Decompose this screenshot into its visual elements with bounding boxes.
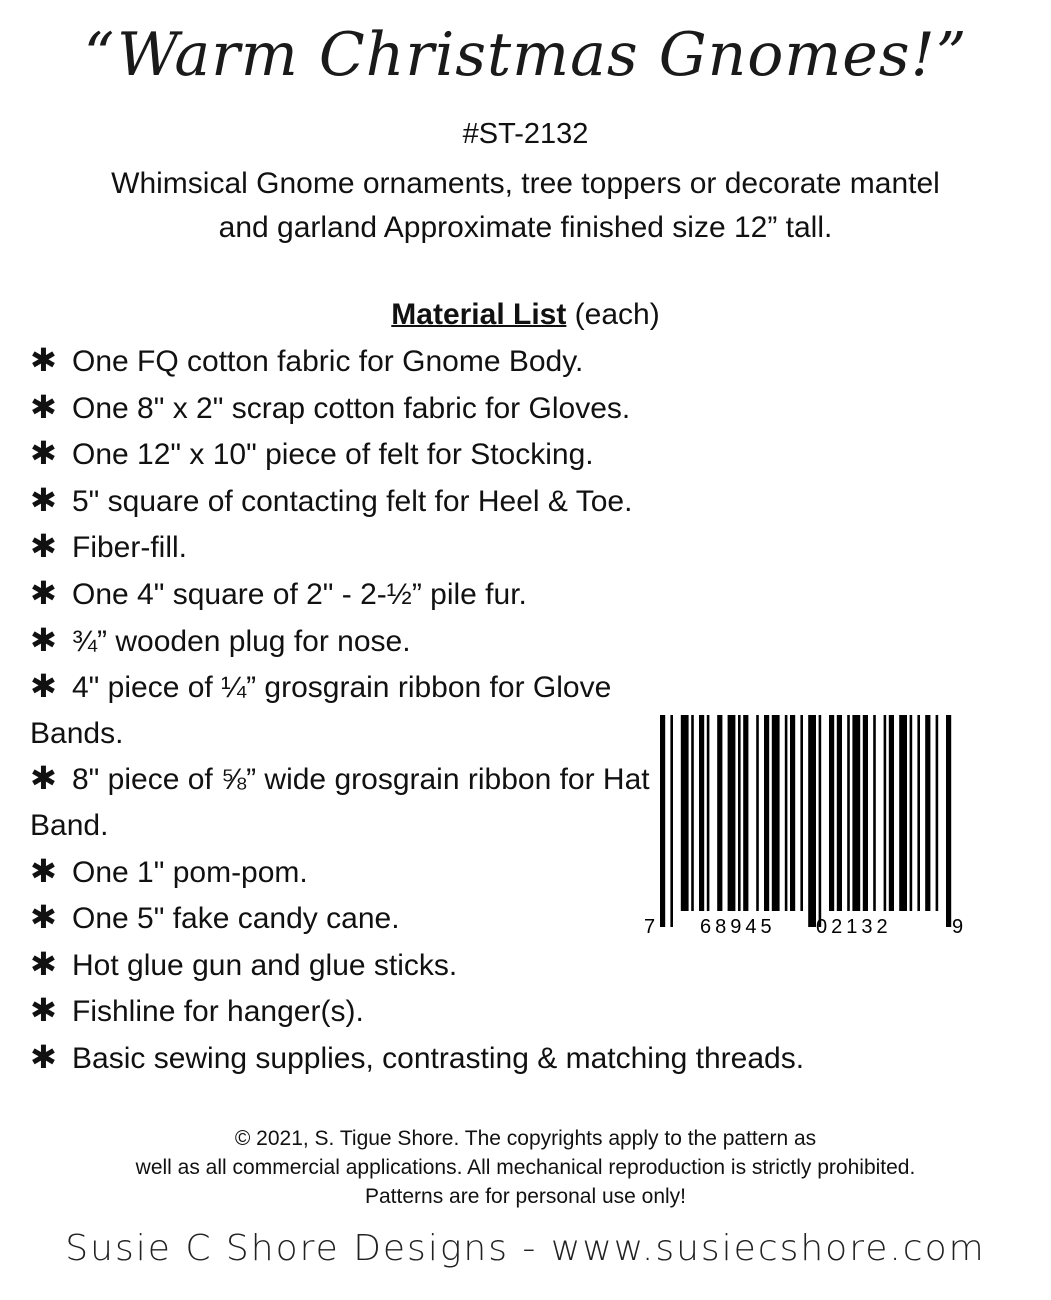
pattern-sku: #ST-2132 [462,118,589,150]
copyright-line-2: well as all commercial applications. All mechanical reproduction is strictly prohibited. [135,1156,916,1179]
barcode-lead-digit: 7 [644,916,656,938]
barcode-bar [743,715,748,911]
asterisk-icon: ✱ [30,435,57,472]
barcode-bar [925,715,930,911]
list-item-text: One 4" square of 2" - 2-½” pile fur. [72,577,527,611]
barcode-bar [790,715,795,911]
asterisk-icon: ✱ [30,342,57,378]
list-item-text: Hot glue gun and glue sticks. [72,948,458,982]
pattern-description [0,162,1051,250]
asterisk-icon: ✱ [30,621,57,658]
pattern-title: “Warm Christmas Gnomes!” [83,20,968,90]
list-item [30,385,650,432]
list-item [30,942,650,989]
list-item-text: 8" piece of ⅝” wide grosgrain ribbon for Hat Band. [30,763,650,842]
upc-barcode [640,715,970,945]
barcode-bar [847,715,850,911]
list-item-text: One FQ cotton fabric for Gnome Body. [72,345,584,378]
list-item [30,756,650,848]
barcode-bar [785,715,788,911]
barcode-bar [699,715,704,911]
list-item [30,431,650,478]
asterisk-icon: ✱ [30,852,57,889]
barcode-check-digit: 9 [952,916,964,938]
barcode-bar [756,715,759,911]
description-line-2: and garland Approximate finished size 12” tall. [218,211,833,244]
copyright-line-1: © 2021, S. Tigue Shore. The copyrights apply to the pattern as [234,1127,817,1150]
barcode-bar [691,715,694,911]
barcode-bar [717,715,722,911]
barcode-bar [681,715,689,911]
copyright-notice [0,1124,1051,1211]
barcode-bar [764,715,769,911]
list-item [30,1035,805,1082]
barcode-bar [829,715,834,911]
barcode-bar [852,715,860,911]
material-list-title: Material List [391,298,567,331]
brand-footer: Susie C Shore Designs - www.susiecshore.com [65,1228,986,1269]
list-item [30,849,650,896]
asterisk-icon: ✱ [30,899,57,936]
list-item-text: One 1" pom-pom. [72,855,308,889]
barcode-bar [910,715,913,911]
barcode-bar [728,715,736,911]
barcode-bar [917,715,920,911]
copyright-line-3: Patterns are for personal use only! [364,1185,686,1208]
description-line-1: Whimsical Gnome ornaments, tree toppers or decorate mantel [111,167,940,200]
list-item-text: Fiber-fill. [72,531,188,565]
asterisk-icon: ✱ [30,1038,57,1075]
list-item [30,664,650,756]
barcode-bar [889,715,894,911]
barcode-bar [738,715,741,911]
list-item-text: One 5" fake candy cane. [72,902,400,936]
asterisk-icon: ✱ [30,388,57,425]
barcode-left-group: 68945 [700,916,776,938]
barcode-bar [863,715,868,911]
barcode-bar [873,715,876,911]
barcode-bars [660,715,951,927]
asterisk-icon: ✱ [30,528,57,565]
material-list-heading [0,298,1051,332]
barcode-bar [884,715,887,911]
list-item-text: Fishline for hanger(s). [72,995,364,1029]
barcode-bar [819,715,822,927]
list-item-text: 5" square of contacting felt for Heel & Toe. [72,484,633,518]
asterisk-icon: ✱ [30,760,57,797]
barcode-bar [800,715,803,911]
list-item [30,571,650,618]
asterisk-icon: ✱ [30,574,57,611]
list-item [30,618,650,665]
barcode-bar [670,715,673,927]
barcode-bar [946,715,951,927]
barcode-bar [899,715,907,911]
barcode-bar [808,715,816,927]
list-item [30,338,650,385]
asterisk-icon: ✱ [30,668,57,705]
list-item [30,478,650,525]
list-item [30,895,650,942]
barcode-bar [837,715,842,911]
list-item-text: Basic sewing supplies, contrasting & matching threads. [72,1041,805,1075]
list-item-text: ¾” wooden plug for nose. [72,624,411,658]
list-item [30,524,650,571]
barcode-right-group: 02132 [816,916,892,938]
barcode-bar [936,715,939,911]
list-item [30,988,650,1035]
asterisk-icon: ✱ [30,992,57,1029]
material-list-suffix: (each) [566,298,660,331]
asterisk-icon: ✱ [30,945,57,982]
barcode-bar [772,715,780,911]
list-item-text: 4" piece of ¼” grosgrain ribbon for Glove Bands. [30,671,612,750]
list-item-text: One 12" x 10" piece of felt for Stocking. [72,438,594,472]
barcode-bar [660,715,665,927]
barcode-bar [707,715,710,911]
list-item-text: One 8" x 2" scrap cotton fabric for Gloves. [72,391,631,425]
asterisk-icon: ✱ [30,481,57,518]
